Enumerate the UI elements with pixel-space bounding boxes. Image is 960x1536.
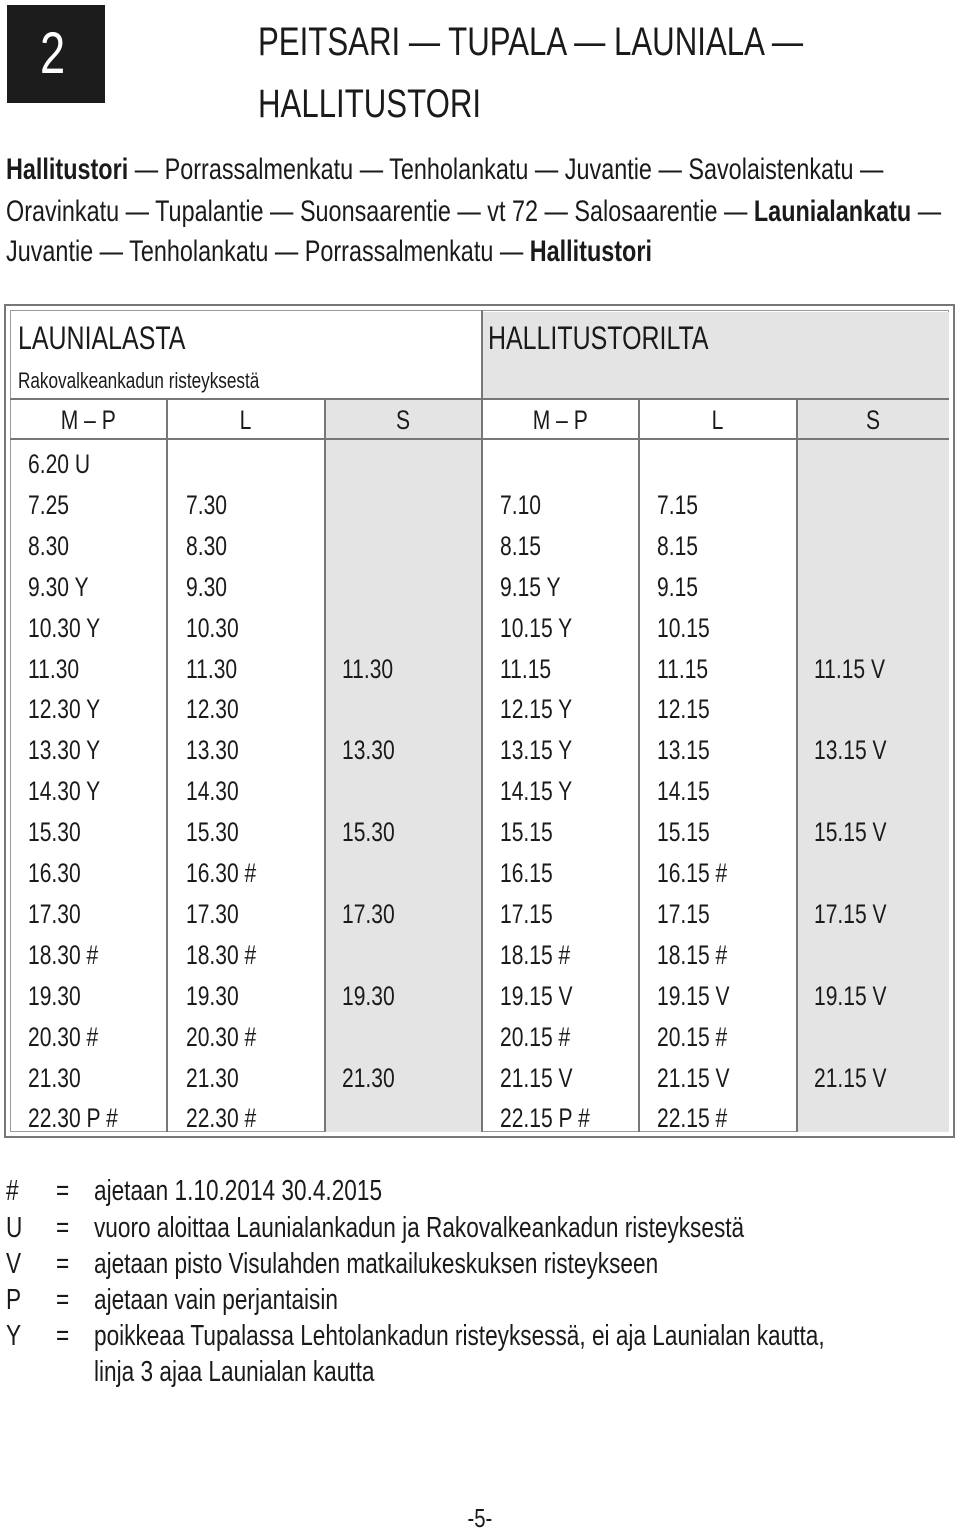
legend-equals bbox=[56, 1354, 80, 1390]
departure-time: 9.30 Y bbox=[28, 571, 89, 602]
route-number: 2 bbox=[39, 21, 66, 86]
departure-time: 17.15 bbox=[657, 898, 710, 929]
departure-time: 10.15 Y bbox=[500, 612, 573, 643]
departure-time: 13.15 V bbox=[814, 735, 887, 766]
departure-time: 17.30 bbox=[186, 898, 239, 929]
departure-time: 18.30 # bbox=[28, 939, 99, 970]
departure-time: 11.15 bbox=[500, 653, 552, 684]
legend-text: linja 3 ajaa Launialan kautta bbox=[94, 1356, 375, 1388]
route-title-line-1: PEITSARI — TUPALA — LAUNIALA — bbox=[258, 20, 804, 64]
route-number-box bbox=[7, 5, 105, 103]
departure-time: 8.30 bbox=[28, 530, 69, 561]
col-divider-1 bbox=[166, 398, 168, 1132]
header-divider bbox=[10, 398, 949, 400]
day-header-s-right: S bbox=[866, 405, 881, 435]
departure-time: 21.30 bbox=[28, 1062, 81, 1093]
left-direction-subtitle: Rakovalkeankadun risteyksestä bbox=[18, 368, 260, 393]
departure-time: 13.30 bbox=[186, 735, 239, 766]
legend-text: ajetaan 1.10.2014 30.4.2015 bbox=[94, 1175, 383, 1207]
legend-item bbox=[6, 1246, 946, 1282]
departure-time: 7.10 bbox=[500, 489, 541, 520]
departure-time: 8.15 bbox=[657, 530, 698, 561]
departure-time: 20.30 # bbox=[186, 1021, 257, 1052]
legend-text: ajetaan pisto Visulahden matkailukeskuksen risteykseen bbox=[94, 1248, 659, 1280]
legend-equals: = bbox=[56, 1212, 70, 1244]
departure-time: 10.15 bbox=[657, 612, 710, 643]
departure-time: 13.15 Y bbox=[500, 735, 573, 766]
legend-symbol: U bbox=[6, 1212, 23, 1244]
stop-segment: — bbox=[911, 195, 942, 228]
legend-item bbox=[6, 1173, 946, 1209]
day-header-mp-left: M – P bbox=[60, 405, 116, 435]
departure-time: 15.30 bbox=[28, 817, 81, 848]
stops-line-3 bbox=[6, 234, 834, 270]
departure-time: 13.30 Y bbox=[28, 735, 101, 766]
left-direction-title: LAUNIALASTA bbox=[18, 320, 186, 356]
legend-text: poikkeaa Tupalassa Lehtolankadun risteyksessä, ei aja Launialan kautta, bbox=[94, 1320, 825, 1352]
legend-item bbox=[6, 1282, 946, 1318]
right-direction-title: HALLITUSTORILTA bbox=[488, 320, 709, 356]
departure-time: 20.30 # bbox=[28, 1021, 99, 1052]
departure-time: 21.15 V bbox=[500, 1062, 573, 1093]
legend-symbol: # bbox=[6, 1175, 19, 1207]
departure-time: 9.15 Y bbox=[500, 571, 561, 602]
day-header-s-left: S bbox=[396, 405, 411, 435]
departure-time: 13.30 bbox=[342, 735, 395, 766]
legend-text: vuoro aloittaa Launialankadun ja Rakovalkeankadun risteyksestä bbox=[94, 1212, 745, 1244]
departure-time: 16.15 # bbox=[657, 858, 728, 888]
departure-time: 10.30 Y bbox=[28, 612, 101, 643]
stop-segment: Hallitustori bbox=[6, 153, 129, 186]
departure-time: 16.30 # bbox=[186, 858, 257, 888]
departure-time: 11.15 bbox=[657, 653, 709, 684]
departure-time: 19.30 bbox=[342, 980, 395, 1011]
departure-time: 21.30 bbox=[186, 1062, 239, 1093]
legend-symbol bbox=[6, 1354, 46, 1390]
departure-time: 21.15 V bbox=[657, 1062, 730, 1093]
route-title-line-2: HALLITUSTORI bbox=[258, 82, 482, 126]
legend-equals: = bbox=[56, 1320, 70, 1352]
departure-time: 20.15 # bbox=[657, 1021, 728, 1052]
departure-time: 11.30 bbox=[28, 653, 80, 684]
departure-time: 15.15 bbox=[657, 817, 710, 848]
departure-time: 18.30 # bbox=[186, 939, 257, 970]
departure-time: 12.30 bbox=[186, 694, 239, 725]
departure-time: 17.15 bbox=[500, 898, 553, 929]
col-divider-5 bbox=[796, 398, 798, 1132]
departure-time: 13.15 bbox=[657, 735, 710, 766]
departure-time: 22.30 P # bbox=[28, 1103, 118, 1134]
departure-time: 22.15 P # bbox=[500, 1103, 590, 1134]
departure-time: 22.30 # bbox=[186, 1103, 257, 1134]
departure-time: 19.15 V bbox=[500, 980, 573, 1011]
col-divider-2 bbox=[324, 398, 326, 1132]
departure-time: 9.15 bbox=[657, 571, 698, 602]
departure-time: 11.30 bbox=[186, 653, 238, 684]
legend-equals: = bbox=[56, 1175, 70, 1207]
departure-time: 17.15 V bbox=[814, 898, 887, 929]
departure-time: 19.30 bbox=[186, 980, 239, 1011]
departure-time: 8.30 bbox=[186, 530, 227, 561]
departure-time: 14.15 Y bbox=[500, 776, 573, 807]
departure-time: 18.15 # bbox=[657, 939, 728, 970]
departure-time: 21.30 bbox=[342, 1062, 395, 1093]
stop-segment: — Porrassalmenkatu — Tenholankatu — Juvantie — Savolaistenkatu — bbox=[128, 153, 884, 186]
legend-equals: = bbox=[56, 1284, 70, 1316]
departure-time: 7.25 bbox=[28, 489, 69, 520]
departure-time: 20.15 # bbox=[500, 1021, 571, 1052]
departure-time: 15.15 bbox=[500, 817, 553, 848]
departure-time: 21.15 V bbox=[814, 1062, 887, 1093]
departure-time: 12.30 Y bbox=[28, 694, 101, 725]
departure-time: 12.15 bbox=[657, 694, 710, 725]
stop-segment: Launialankatu bbox=[753, 195, 912, 228]
day-header-l-right: L bbox=[712, 405, 724, 435]
legend-symbol: P bbox=[6, 1284, 22, 1316]
departure-time: 8.15 bbox=[500, 530, 541, 561]
departure-time: 15.30 bbox=[186, 817, 239, 848]
departure-time: 16.15 bbox=[500, 858, 553, 888]
col-divider-4 bbox=[638, 398, 640, 1132]
stops-line-1 bbox=[6, 152, 960, 188]
legend-equals: = bbox=[56, 1248, 70, 1280]
day-header-divider bbox=[10, 438, 949, 440]
departure-time: 14.30 bbox=[186, 776, 239, 807]
legend-text: ajetaan vain perjantaisin bbox=[94, 1284, 338, 1316]
departure-time: 22.15 # bbox=[657, 1103, 728, 1134]
stops-line-2 bbox=[6, 194, 960, 230]
departure-time: 15.30 bbox=[342, 817, 395, 848]
departure-time: 17.30 bbox=[28, 898, 81, 929]
stop-segment: Juvantie — Tenholankatu — Porrassalmenkatu — bbox=[6, 235, 530, 268]
page-number: -5- bbox=[467, 1503, 493, 1533]
departure-time: 11.30 bbox=[342, 653, 394, 684]
departure-time: 12.15 Y bbox=[500, 694, 573, 725]
departure-time: 19.15 V bbox=[814, 980, 887, 1011]
departure-time: 7.30 bbox=[186, 489, 227, 520]
departure-time: 15.15 V bbox=[814, 817, 887, 848]
legend-symbol: Y bbox=[6, 1320, 22, 1352]
departure-time: 16.30 bbox=[28, 858, 81, 888]
departure-time: 18.15 # bbox=[500, 939, 571, 970]
departure-time: 10.30 bbox=[186, 612, 239, 643]
legend-item bbox=[6, 1210, 946, 1246]
departure-time: 14.15 bbox=[657, 776, 710, 807]
day-header-mp-right: M – P bbox=[532, 405, 589, 435]
departure-time: 9.30 bbox=[186, 571, 227, 602]
departure-time: 7.15 bbox=[657, 489, 698, 520]
day-header-l-left: L bbox=[240, 405, 252, 435]
legend-item bbox=[6, 1318, 946, 1354]
stop-segment: Oravinkatu — Tupalantie — Suonsaarentie — vt 72 — Salosaarentie — bbox=[6, 195, 754, 228]
departure-time: 19.15 V bbox=[657, 980, 730, 1011]
departure-time: 6.20 U bbox=[28, 449, 91, 479]
timetable bbox=[4, 304, 955, 1138]
departure-time: 11.15 V bbox=[814, 653, 886, 684]
legend-symbol: V bbox=[6, 1248, 22, 1280]
departure-time: 14.30 Y bbox=[28, 776, 101, 807]
stop-segment: Hallitustori bbox=[529, 235, 652, 268]
legend-item bbox=[6, 1354, 946, 1390]
departure-time: 19.30 bbox=[28, 980, 81, 1011]
departure-time: 17.30 bbox=[342, 898, 395, 929]
